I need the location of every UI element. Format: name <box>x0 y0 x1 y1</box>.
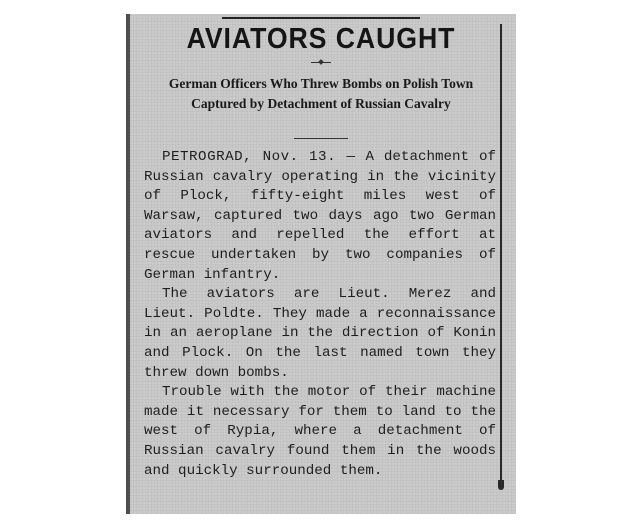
headline-ornament <box>311 62 331 63</box>
article-body <box>144 148 496 481</box>
headline: AVIATORS CAUGHT <box>186 23 456 55</box>
column-rule-end-mark <box>498 480 504 490</box>
headline-top-rule <box>222 17 420 19</box>
column-rule-left <box>126 14 130 514</box>
article-paragraph <box>144 148 496 285</box>
paragraph-text: A detachment of Russian cavalry operating in the vicinity of Plock, fifty-eight miles west of Warsaw, captured two days ago two German aviators and repelled the effort at rescue undertaken by two companies of German infantry. <box>144 149 496 283</box>
newspaper-clipping <box>126 14 516 514</box>
article-paragraph: The aviators are Lieut. Merez and Lieut. Poldte. They made a reconnaissance in an aeroplane in the direction of Konin and Plock. On the last named town they threw down bombs. <box>144 286 496 381</box>
dateline: PETROGRAD, Nov. 13. — <box>162 149 356 165</box>
subheadline-deck: German Officers Who Threw Bombs on Polish Town Captured by Detachment of Russian Cavalry <box>168 76 474 111</box>
deck-rule <box>294 138 348 139</box>
article-paragraph: Trouble with the motor of their machine made it necessary for them to land to the west of Rypia, where a detachment of Russian cavalry found them in the woods and quickly surrounded them. <box>144 384 496 479</box>
